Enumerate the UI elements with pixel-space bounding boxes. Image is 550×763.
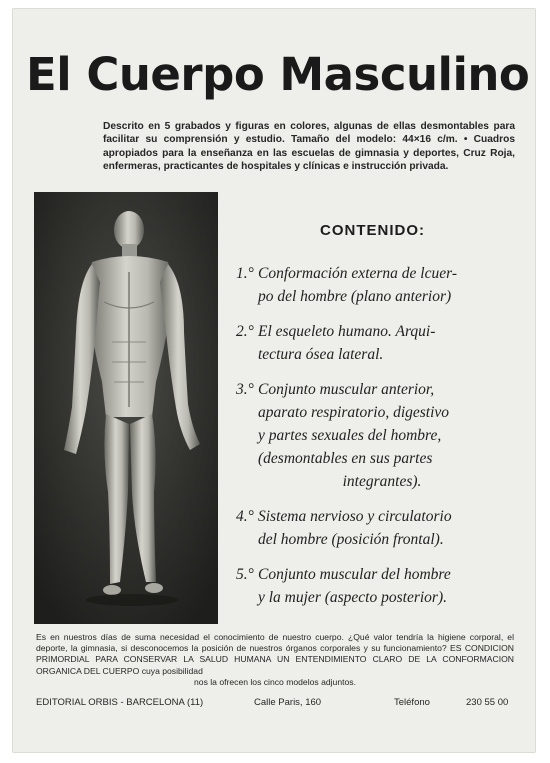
list-item [236,262,506,308]
item-number: 1.° [236,265,254,282]
anatomical-figure-image [34,192,218,624]
item-text: Conjunto muscular anterior, aparato respiratorio, digestivo y partes sexuales del hombre, (desmontables en sus partes integrantes). [258,381,450,490]
item-text: Sistema nervioso y circulatorio del hombre (posición frontal). [258,508,452,548]
item-text: El esqueleto humano. Arqui- tectura ósea lateral. [258,323,436,363]
publisher-address: Calle Paris, 160 [254,697,322,708]
male-figure-illustration [34,192,218,624]
item-text: Conformación externa de lcuer- po del hombre (plano anterior) [258,265,457,305]
phone-label: Teléfono [394,697,430,708]
phone-number: 230 55 00 [466,697,509,708]
item-text: Conjunto muscular del hombre y la mujer (aspecto posterior). [258,566,451,606]
footer-paragraph [36,632,514,688]
list-item [236,563,506,609]
item-number: 3.° [236,381,254,398]
list-item [236,378,506,493]
list-item [236,320,506,366]
item-number: 4.° [236,508,254,525]
item-number: 2.° [236,323,254,340]
list-item [236,505,506,551]
item-number: 5.° [236,566,254,583]
publisher-name: EDITORIAL ORBIS - BARCELONA (11) [36,697,204,708]
contents-heading: CONTENIDO: [320,222,425,239]
description-paragraph: Descrito en 5 grabados y figuras en colores, algunas de ellas desmontables para facilitar su comprensión y estudio. Tamaño del modelo: 44×16 c/m. • Cuadros apropiados para la enseñanza en las escuelas de gimnasia y deportes, Cruz Roja, enfermeras, practicantes de hospitales y clínicas e instrucción privada. [103,121,515,172]
footer-body: Es en nuestros días de suma necesidad el conocimiento de nuestro cuerpo. ¿Qué valor tendría la higiene corporal, el deporte, la gimnasia, si desconocemos la posición de nuestros órganos corporales y su funcionamiento? ES CONDICION PRIMORDIAL PARA CONSERVAR LA SALUD HUMANA UN ENTENDIMIENTO CLARO DE LA CONFORMACION ORGANICA DEL CUERPO cuya posibilidad [36,632,514,676]
page-title: El Cuerpo Masculino [26,48,530,101]
contents-list [236,262,506,621]
footer-last-line: nos la ofrecen los cinco modelos adjuntos. [194,676,356,687]
